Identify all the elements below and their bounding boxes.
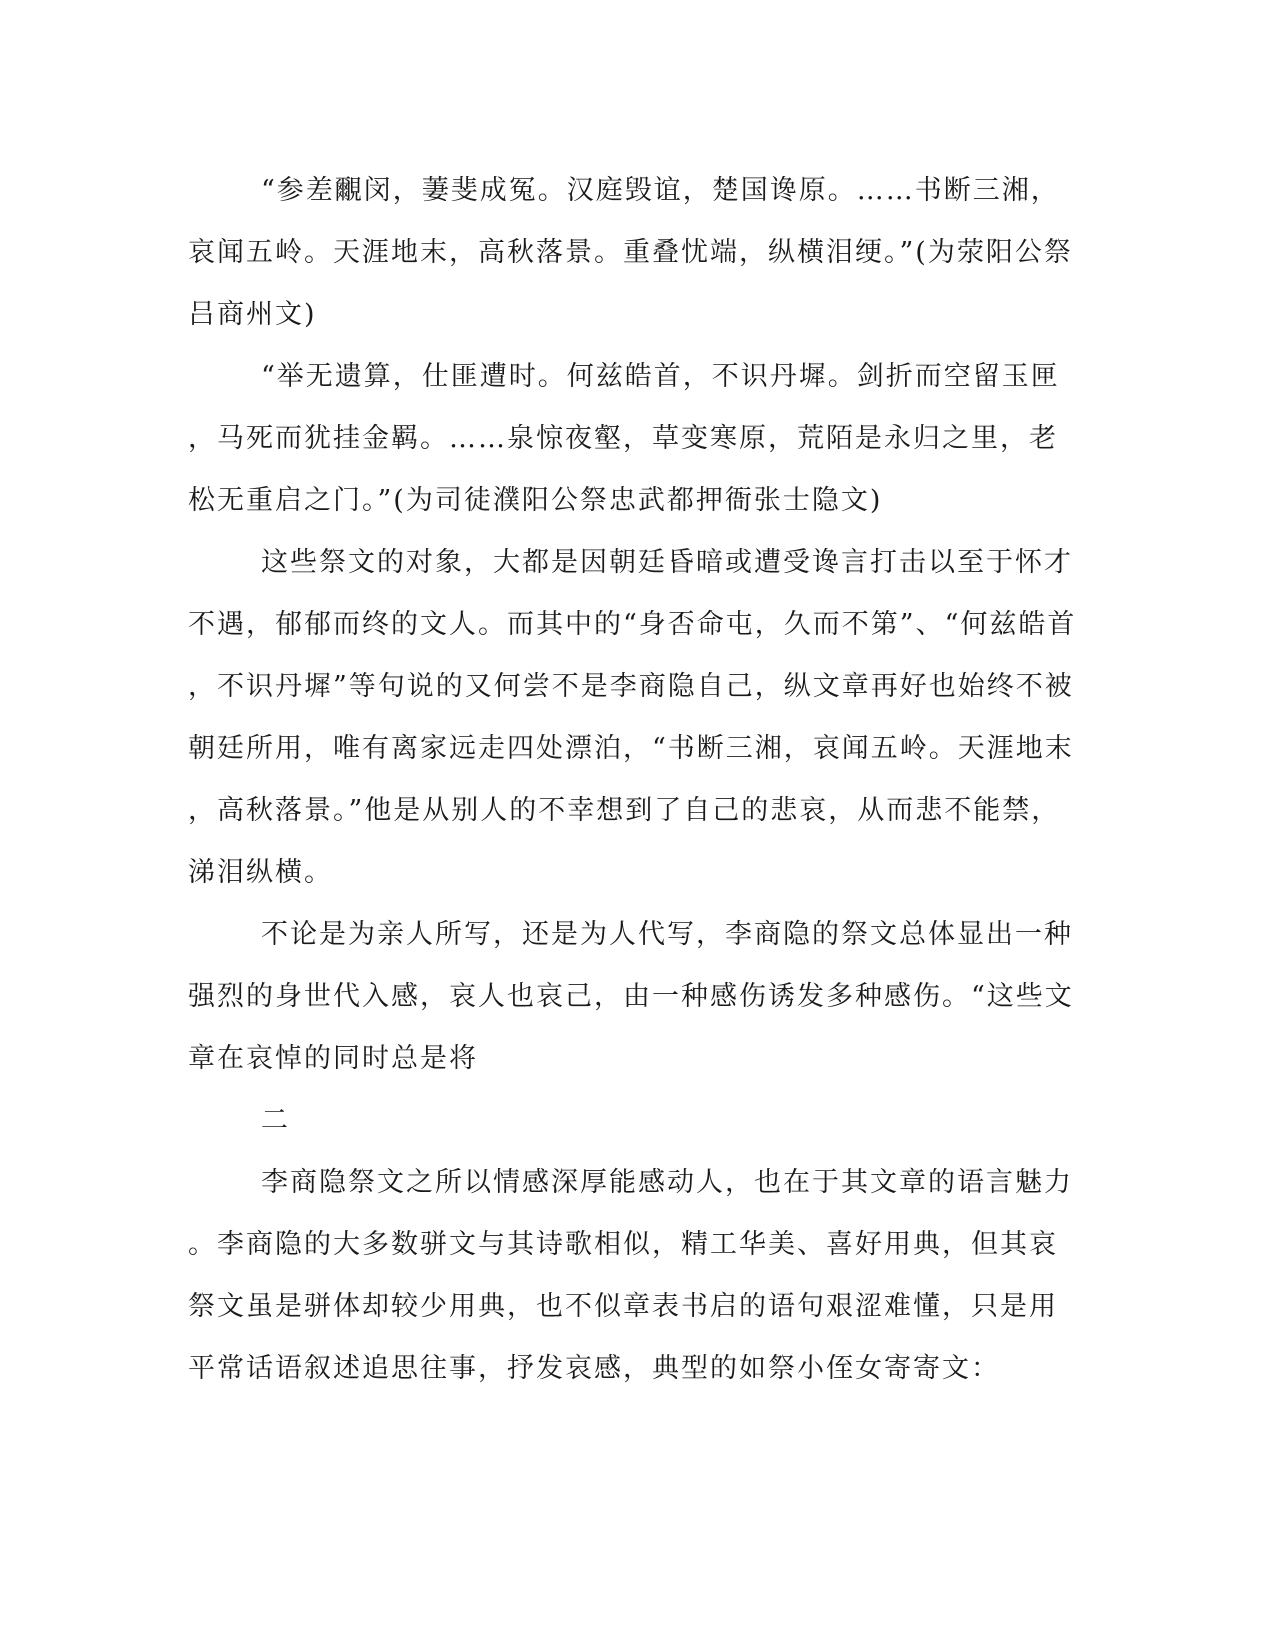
- text-line: 平常话语叙述追思往事，抒发哀感，典型的如祭小侄女寄寄文：: [188, 1353, 1000, 1384]
- document-body: [188, 160, 1078, 1400]
- text-line: 松无重启之门。”(为司徒濮阳公祭忠武都押衙张士隐文): [188, 485, 883, 516]
- text-line: 李商隐祭文之所以情感深厚能感动人，也在于其文章的语言魅力: [261, 1167, 1073, 1198]
- text-line: 哀闻五岭。天涯地末，高秋落景。重叠忧端，纵横泪绠。”(为荥阳公祭: [188, 237, 1073, 268]
- text-line: 这些祭文的对象，大都是因朝廷昏暗或遭受谗言打击以至于怀才: [261, 547, 1073, 578]
- text-line: ，高秋落景。”他是从别人的不幸想到了自己的悲哀，从而悲不能禁，: [188, 795, 1061, 826]
- text-line: 涕泪纵横。: [188, 857, 333, 888]
- text-line: 。李商隐的大多数骈文与其诗歌相似，精工华美、喜好用典，但其哀: [188, 1229, 1058, 1260]
- text-line: 强烈的身世代入感，哀人也哀己，由一种感伤诱发多种感伤。“这些文: [188, 981, 1074, 1012]
- text-line: ，不识丹墀”等句说的又何尝不是李商隐自己，纵文章再好也始终不被: [188, 671, 1074, 702]
- text-line: 不遇，郁郁而终的文人。而其中的“身否命屯，久而不第”、“何兹皓首: [188, 609, 1077, 640]
- text-line: 祭文虽是骈体却较少用典，也不似章表书启的语句艰涩难懂，只是用: [188, 1291, 1058, 1322]
- text-line: ，马死而犹挂金羁。……泉惊夜壑，草变寒原，荒陌是永归之里，老: [188, 423, 1058, 454]
- text-line: 不论是为亲人所写，还是为人代写，李商隐的祭文总体显出一种: [261, 919, 1073, 950]
- text-line: 吕商州文): [188, 299, 317, 330]
- text-line: 朝廷所用，唯有离家远走四处漂泊，“书断三湘，哀闻五岭。天涯地末: [188, 733, 1074, 764]
- text-line: 章在哀悼的同时总是将: [188, 1043, 478, 1074]
- section-heading: 二: [261, 1105, 290, 1136]
- text-line: “参差覼闵，萋斐成冤。汉庭毁谊，楚国谗原。……书断三湘，: [261, 175, 1060, 206]
- text-line: “举无遗算，仕匪遭时。何兹皓首，不识丹墀。剑折而空留玉匣: [261, 361, 1060, 392]
